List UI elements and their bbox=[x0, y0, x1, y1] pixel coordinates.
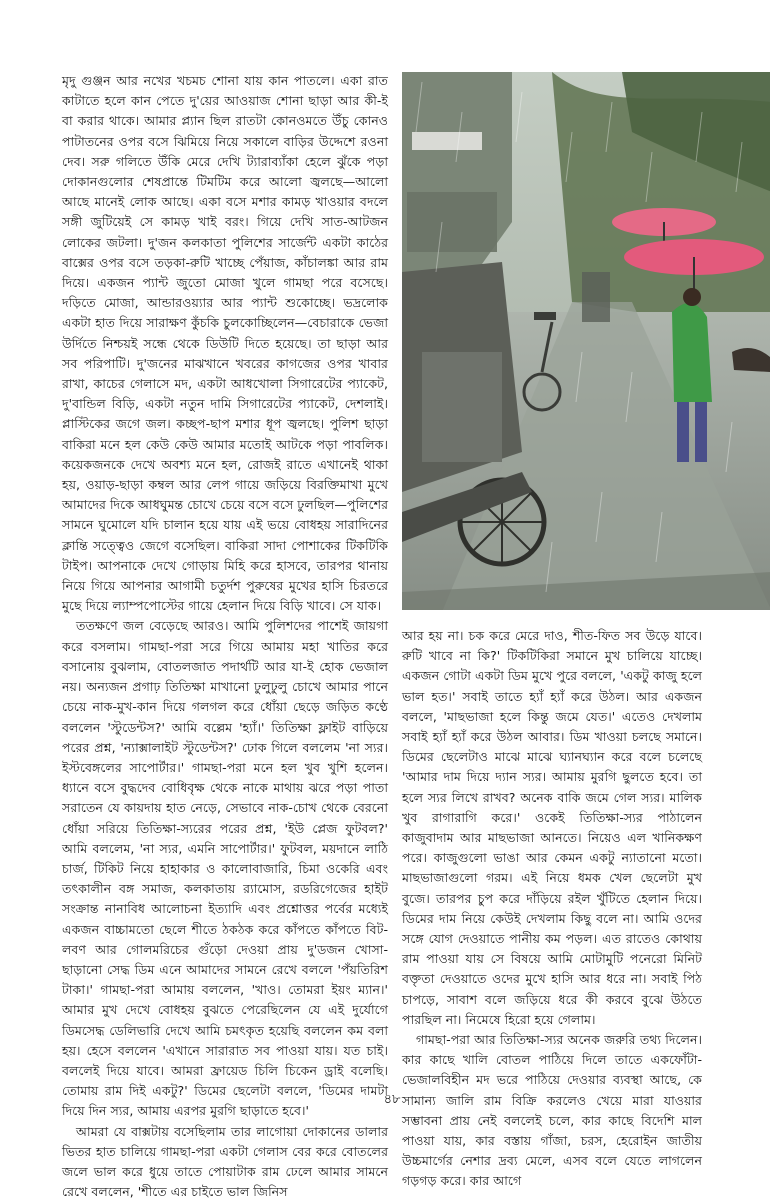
paragraph: মৃদু গুঞ্জন আর নখের খচমচ শোনা যায় কান পাতলে। একা রাত কাটাতে হলে কান পেতে দু'য়ের আওয়াজ শোনা ছাড়া আর কী-ই বা করার থাকে। আমার প্ল্যান ছিল রাতটা কোনওমতে উঁচু কোনও পাটাতনের ওপর বসে ঝিমিয়ে নিয়ে সকালে বাড়ির উদ্দেশে রওনা দেব। সরু গলিতে উঁকি মেরে দেখি ট্যারাব্যাঁকা হেলে ঝুঁকে পড়া দোকানগুলোর শেষপ্রান্তে টিমটিম করে আলো জ্বলছে—আলো আছে মানেই লোক আছে। একা বসে মশার কামড় খাওয়ার বদলে সঙ্গী জুটিয়েই সে কামড় খাই বরং। গিয়ে দেখি সাত-আটজন লোকের জটলা। দু'জন কলকাতা পুলিশের সার্জেন্ট একটা কাঠের বাক্সের ওপর বসে তড়কা-রুটি খাচ্ছে পেঁয়াজ, কাঁচালঙ্কা আর রাম দিয়ে। একজন প্যান্ট জুতো মোজা খুলে গামছা পরে বসেছে। দড়িতে মোজা, আন্ডারওয়্যার আর প্যান্ট শুকোচ্ছে। ভদ্রলোক একটা হাত দিয়ে সারাক্ষণ কুঁচকি চুলকোচ্ছিলেন—বেচারাকে ভেজা উর্দিতে নিশ্চয়ই সন্ধে থেকে ডিউটি দিতে হয়েছে। তা ছাড়া আর সব পরিপাটি। দু'জনের মাঝখানে খবরের কাগজের ওপর খাবার রাখা, কাচের গেলাসে মদ, একটা আধখোলা সিগারেটের প্যাকেট, দু'বান্ডিল বিড়ি, একটা নতুন দামি সিগারেটের প্যাকেট, দেশলাই। প্লাস্টিকের জগে জল। কচ্ছপ-ছাপ মশার ধূপ জ্বলছে। পুলিশ ছাড়া বাকিরা মনে হল কেউ কেউ আমার মতোই আটকে পড়া পাবলিক। কয়েকজনকে দেখে অবশ্য মনে হল, রোজই রাতে এখানেই থাকা হয়, ওয়াড়-ছাড়া কম্বল আর লেপ গায়ে জড়িয়ে বিরক্তিমাখা মুখে আমাদের দিকে আধঘুমন্ত চোখে চেয়ে বসে বসে ঢুলছিল—পুলিশের সামনে ঘুমোলে যদি চালান হয়ে যায় এই ভয়ে বোধহয় সারাদিনের ক্লান্তি সত্ত্বেও জেগে বসেছিল। বাকিরা সাদা পোশাকের টিকটিকি টাইপ। আপনাকে দেখে গোড়ায় মিহি করে হাসবে, তারপর থানায় নিয়ে গিয়ে আপনার আগামী চতুর্দশ পুরুষের মুখের হাসি চিরতরে মুছে দিয়ে ল্যাম্পপোস্টের গায়ে হেলান দিয়ে বিড়ি খাবে। সে যাক। bbox=[62, 73, 388, 614]
rain-street-photo bbox=[402, 72, 770, 610]
left-text-column bbox=[62, 71, 388, 1202]
paragraph: আর হয় না। চক করে মেরে দাও, শীত-ফিত সব উড়ে যাবে। রুটি খাবে না কি?' টিকটিকিরা সমানে মুখ চালিয়ে যাচ্ছে। একজন গোটা একটা ডিম মুখে পুরে বললে, 'একটু কাজু হলে ভাল হত।' সবাই তাতে হ্যাঁ হ্যাঁ করে উঠল। আর একজন বললে, 'মাছভাজা হলে কিন্তু জমে যেত।' এতেও দেখলাম সবাই হ্যাঁ হ্যাঁ করে উঠল আবার। ডিম খাওয়া চলছে সমানে। ডিমের ছেলেটাও মাঝে মাঝে ঘ্যানঘ্যান করে বলে চলেছে 'আমার দাম দিয়ে দ্যান স্যর। আমায় মুরগি ছুলতে হবে। তা হলে স্যর লিখে রাখব? অনেক বাকি জমে গেল স্যর। মালিক খুব রাগারাগি করে।' ওকেই তিতিক্ষা-স্যর পাঠালেন কাজুবাদাম আর মাছভাজা আনতে। নিয়েও এল খানিকক্ষণ পরে। কাজুগুলো ভাঙা আর কেমন একটু ন্যাতানো মতো। মাছভাজাগুলো গরম। এই নিয়ে ধমক খেল ছেলেটা মুখ বুজে। তারপর চুপ করে দাঁড়িয়ে রইল খুঁটিতে হেলান দিয়ে। ডিমের দাম নিয়ে কেউই দেখলাম কিছু বলে না। আমি ওদের সঙ্গে যোগ দেওয়াতে পানীয় কম পড়ল। এত রাতেও কোথায় রাম পাওয়া যায় সে বিষয়ে আমি মোটামুটি পনেরো মিনিট বক্তৃতা দেওয়াতে ওদের মুখে হাসি আর ধরে না। সবাই পিঠ চাপড়ে, সাবাশ বলে জড়িয়ে ধরে কী করবে বুঝে উঠতে পারছিল না। নিমেষে হিরো হয়ে গেলাম। bbox=[402, 628, 702, 1027]
page-number: ৪৮ bbox=[383, 1092, 401, 1107]
paragraph: গামছা-পরা আর তিতিক্ষা-স্যর অনেক জরুরি তথ্য দিলেন। কার কাছে খালি বোতল পাঠিয়ে দিলে তাতে একফোঁটা-ভেজালবিহীন মদ ভরে পাঠিয়ে দেওয়ার ব্যবস্থা আছে, কে সামান্য জালি রাম বিক্রি করলেও খেয়ে মারা যাওয়ার সম্ভাবনা প্রায় নেই বললেই চলে, কার কাছে বিদেশি মাল পাওয়া যায়, কার বস্তায় গাঁজা, চরস, হেরোইন জাতীয় উচ্চমার্গের নেশার দ্রব্য মেলে, এসব বলে যেতে লাগলেন গড়গড় করে। কার আগে bbox=[402, 1032, 702, 1189]
paragraph: ততক্ষণে জল বেড়েছে আরও। আমি পুলিশদের পাশেই জায়গা করে বসলাম। গামছা-পরা সরে গিয়ে আমায় মহা খাতির করে বসানোয় বুঝলাম, বোতলজাত পদার্থটি আর যা-ই হোক ভেজাল নয়। অন্যজন প্রগাঢ় তিতিক্ষা মাখানো ঢুলুঢুলু চোখে আমার পানে চেয়ে নাক-মুখ-কান দিয়ে গলগল করে ধোঁয়া ছেড়ে জড়িত কণ্ঠে বললেন 'স্টুডেন্টস?' আমি বল্লেম 'হ্যাঁ।' তিতিক্ষা ফ্লাইট বাড়িয়ে পরের প্রশ্ন, 'ন্যাক্সালাইট স্টুডেন্টস?' ঢোক গিলে বললেম 'না স্যর। ইস্টবেঙ্গলের সাপোর্টার।' গামছা-পরা মনে হল খুব খুশি হলেন। ধ্যানে বসে বুদ্ধদেব বোধিবৃক্ষ থেকে নাকে মাথায় ঝরে পড়া পাতা সরাতেন যে কায়দায় হাত নেড়ে, সেভাবে নাক-চোখ থেকে বেরনো ধোঁয়া সরিয়ে তিতিক্ষা-স্যরের পরের প্রশ্ন, 'ইউ প্লেজ ফুটবল?' আমি বললেম, 'না স্যর, এমনি সাপোর্টার।' ফুটবল, ময়দানে লাঠি চার্জ, টিকিট নিয়ে হাহাকার ও কালোবাজারি, চিমা ওকেরি এবং তৎকালীন বঙ্গ সমাজ, কলকাতায় র‍্যামোস, রডরিগেজের হাইট সংক্রান্ত নানাবিধ আলোচনা ইত্যাদি এবং প্রশ্নোত্তর পর্বের মধ্যেই একজন বাচ্চামতো ছেলে শীতে ঠকঠক করে কাঁপতে কাঁপতে বিট-লবণ আর গোলমরিচের গুঁড়ো দেওয়া প্রায় দু'ডজন খোসা-ছাড়ানো সেদ্ধ ডিম এনে আমাদের সামনে রেখে বললে 'পঁয়তিরিশ টাকা।' গামছা-পরা আমায় বললেন, 'খাও। তোমরা ইয়ং ম্যান।' আমার মুখ দেখে বোধহয় বুঝতে পেরেছিলেন যে এই দুর্যোগে ডিমসেদ্ধ ডেলিভারি দেখে আমি চমৎকৃত হয়েছি বললেন কম বলা হয়। হেসে বললেন 'এখানে সারারাত সব পাওয়া যায়। যত চাই। বললেই দিয়ে যাবে। আমরা ফ্রায়েড চিলি চিকেন ড্রাই বলেছি। তোমায় রাম দিই একটু?' ডিমের ছেলেটা বললে, 'ডিমের দামটা দিয়ে দিন স্যর, আমায় এরপর মুরগি ছাড়াতে হবে।' bbox=[62, 618, 388, 1119]
photo-illustration bbox=[402, 72, 770, 610]
right-text-column bbox=[402, 626, 702, 1192]
paragraph: আমরা যে বাক্সটায় বসেছিলাম তার লাগোয়া দোকানের ডালার ভিতর হাত চালিয়ে গামছা-পরা একটা গেলাস বের করে বোতলের জলে ভাল করে ধুয়ে তাতে পোয়াটাক রাম ঢেলে আমার সামনে রেখে বললেন, 'শীতে এর চাইতে ভাল জিনিস bbox=[62, 1123, 388, 1200]
